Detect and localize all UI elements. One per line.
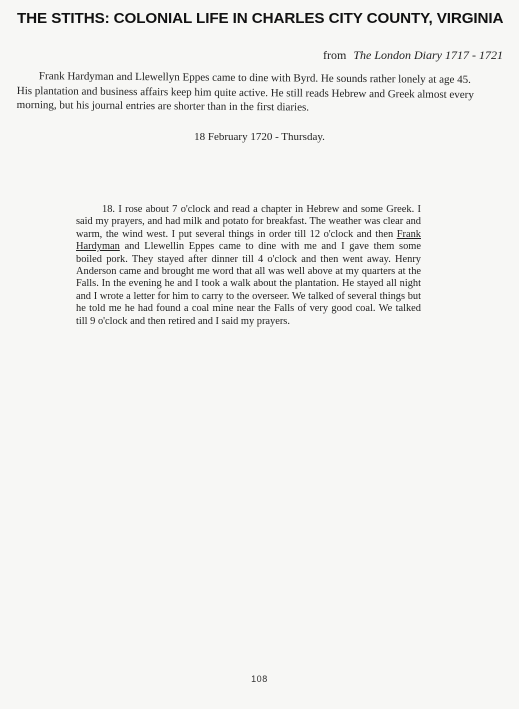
page-title: THE STITHS: COLONIAL LIFE IN CHARLES CITY COUNTY, VIRGINIA [17,10,504,27]
page-number: 108 [251,674,268,684]
source-title: The London Diary 1717 - 1721 [353,48,503,62]
diary-text-after: and Llewellin Eppes came to dine with me and I gave them some boiled pork. They stayed after dinner till 4 o'clock and then went away. Henry Anderson came and brought me word that all was well above at my quarters at the Falls. In the evening he and I took a walk about the plantation. He stayed all night and I wrote a letter for him to carry to the overseer. We talked of several things but he told me he had found a coal mine near the Falls of very good coal. We talked till 9 o'clock and then retired and I said my prayers. [76,241,421,327]
source-citation [323,48,503,63]
diary-text-before: 18. I rose about 7 o'clock and read a chapter in Hebrew and some Greek. I said my prayers, and had milk and potato for breakfast. The weather was clear and warm, the wind west. I put several things in order till 12 o'clock and then [76,204,421,240]
diary-entry [76,204,421,328]
source-prefix: from [323,48,347,62]
entry-date: 18 February 1720 - Thursday. [194,131,325,143]
diary-underlined-name: Frank Hardyman [76,228,421,253]
intro-paragraph: Frank Hardyman and Llewellyn Eppes came to dine with Byrd. He sounds rather lonely at age 45. His plantation and business affairs keep him quite active. He still reads Hebrew and Greek almost every morning, but his journal entries are shorter than in the first diaries. [16,70,474,114]
